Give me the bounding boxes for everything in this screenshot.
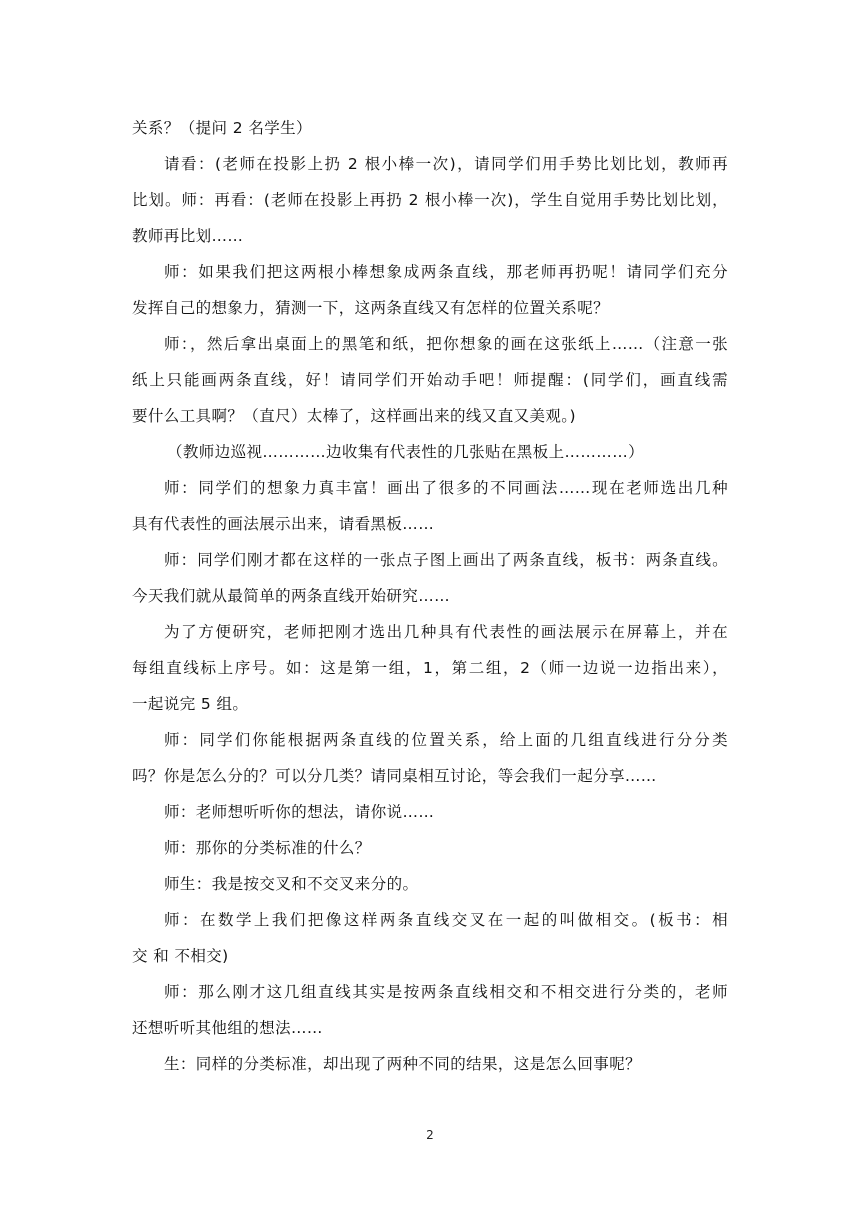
text-line: 交 和 不相交) bbox=[132, 947, 229, 965]
text-line: 师：那么刚才这几组直线其实是按两条直线相交和不相交进行分类的，老师 bbox=[164, 983, 728, 1001]
page-number: 2 bbox=[426, 1128, 434, 1142]
text-line: 师：同学们刚才都在这样的一张点子图上画出了两条直线，板书：两条直线。 bbox=[164, 551, 728, 569]
text-line: 请看：(老师在投影上扔 2 根小棒一次)，请同学们用手势比划比划，教师再 bbox=[164, 155, 728, 173]
text-line: 师：同学们你能根据两条直线的位置关系，给上面的几组直线进行分分类 bbox=[164, 731, 728, 749]
text-line: 今天我们就从最简单的两条直线开始研究…… bbox=[132, 587, 451, 605]
text-line: 生：同样的分类标准，却出现了两种不同的结果，这是怎么回事呢？ bbox=[164, 1055, 642, 1073]
text-line: 为了方便研究，老师把刚才选出几种具有代表性的画法展示在屏幕上，并在 bbox=[164, 623, 728, 641]
text-line: 吗？你是怎么分的？可以分几类？请同桌相互讨论，等会我们一起分享…… bbox=[132, 767, 657, 785]
text-line: 师：，然后拿出桌面上的黑笔和纸，把你想象的画在这张纸上……（注意一张 bbox=[164, 335, 728, 353]
text-line: 每组直线标上序号。如：这是第一组，1，第二组，2（师一边说一边指出来）， bbox=[132, 659, 728, 677]
text-line: 师：如果我们把这两根小棒想象成两条直线，那老师再扔呢！请同学们充分 bbox=[164, 263, 728, 281]
text-line: 师生：我是按交叉和不交叉来分的。 bbox=[164, 875, 419, 893]
text-line: 师：同学们的想象力真丰富！画出了很多的不同画法……现在老师选出几种 bbox=[164, 479, 728, 497]
text-line: 要什么工具啊？（直尺）太棒了，这样画出来的线又直又美观。) bbox=[132, 407, 576, 425]
text-line: （教师边巡视…………边收集有代表性的几张贴在黑板上…………） bbox=[167, 443, 645, 461]
text-line: 教师再比划…… bbox=[132, 227, 244, 245]
text-line: 师：老师想听听你的想法，请你说…… bbox=[164, 803, 435, 821]
text-line: 还想听听其他组的想法…… bbox=[132, 1019, 323, 1037]
text-line: 纸上只能画两条直线，好！请同学们开始动手吧！师提醒：(同学们，画直线需 bbox=[132, 371, 728, 389]
text-line: 发挥自己的想象力，猜测一下，这两条直线又有怎样的位置关系呢？ bbox=[132, 299, 610, 317]
text-line: 具有代表性的画法展示出来，请看黑板…… bbox=[132, 515, 435, 533]
text-line: 一起说完 5 组。 bbox=[132, 695, 249, 713]
text-line: 比划。师：再看：(老师在投影上再扔 2 根小棒一次)，学生自觉用手势比划比划， bbox=[132, 191, 728, 209]
text-line: 关系？（提问 2 名学生） bbox=[132, 119, 312, 137]
text-line: 师：在数学上我们把像这样两条直线交叉在一起的叫做相交。(板书：相 bbox=[164, 911, 728, 929]
text-line: 师：那你的分类标准的什么？ bbox=[164, 839, 371, 857]
